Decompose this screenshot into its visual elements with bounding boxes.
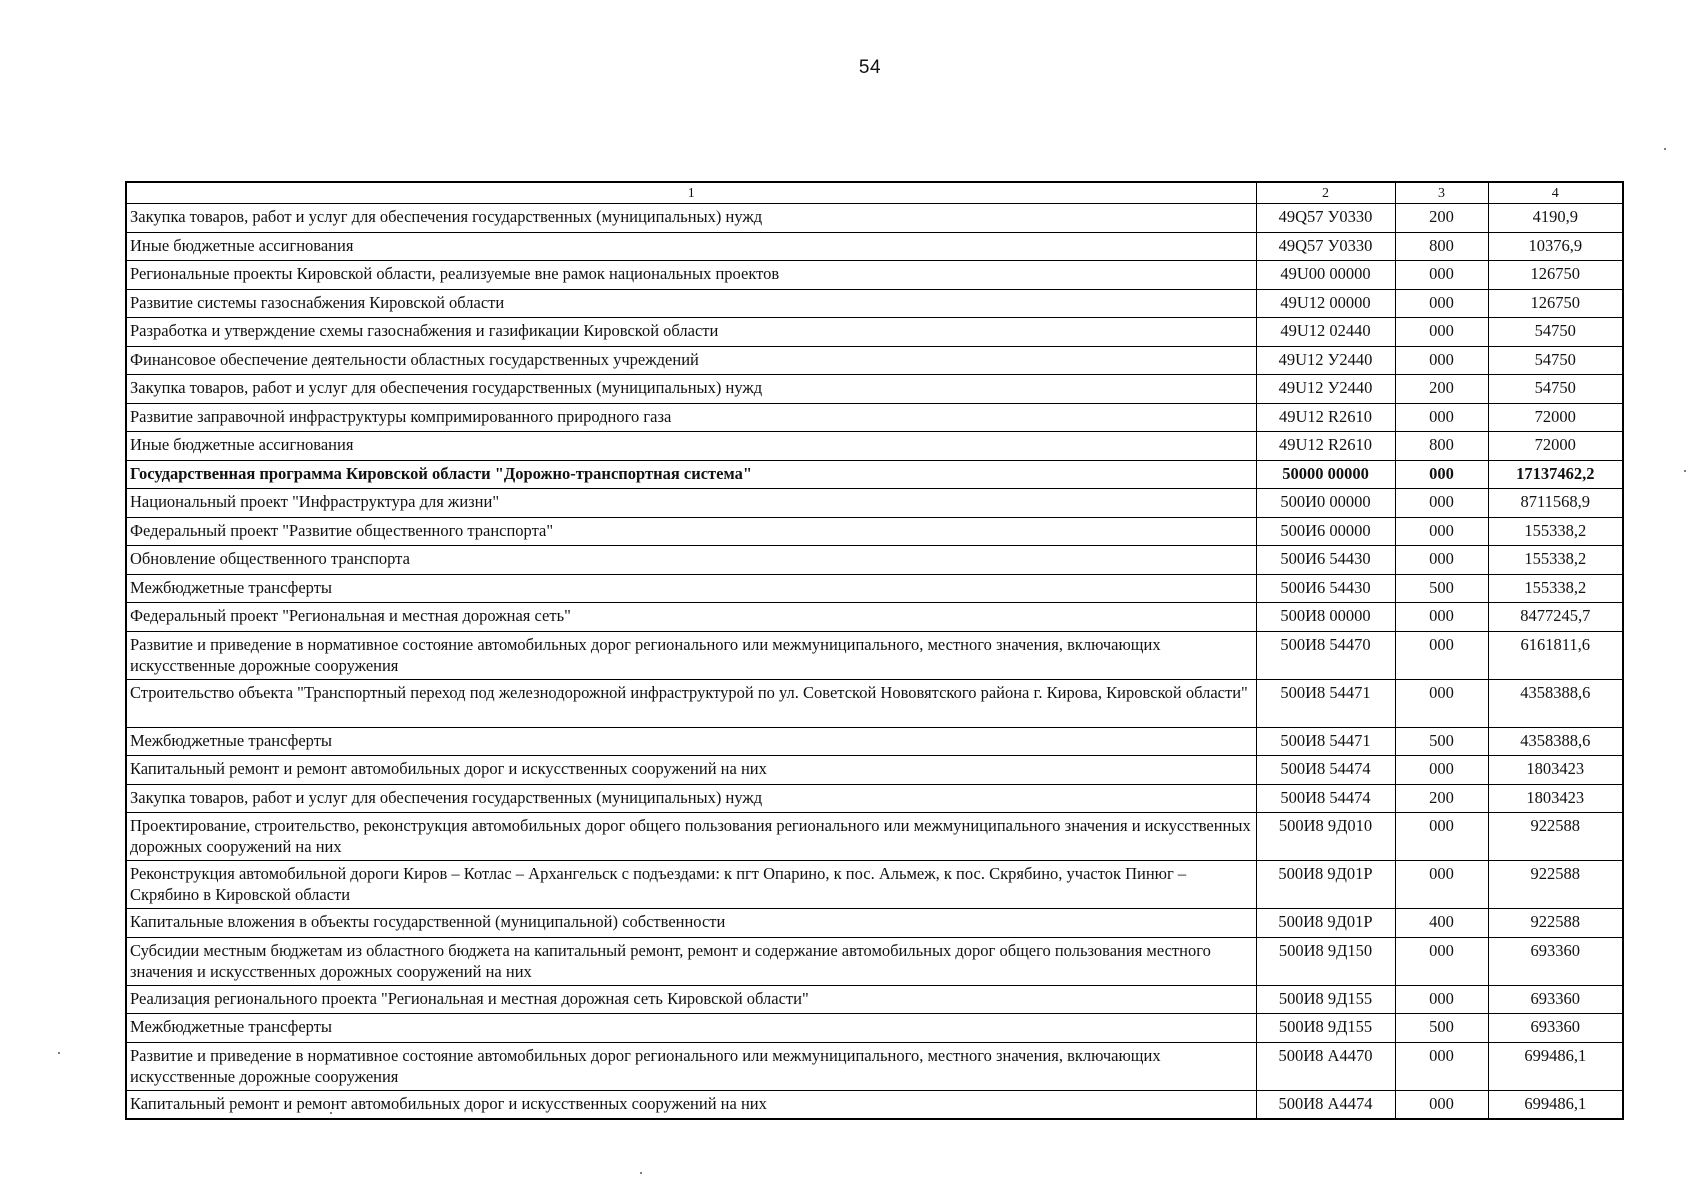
- table-row: [126, 727, 1623, 756]
- table-row: [126, 261, 1623, 290]
- page-number: 54: [858, 57, 882, 78]
- table-row: [126, 937, 1623, 985]
- cell-amount: 1803423: [1488, 784, 1623, 813]
- table-body: [126, 204, 1623, 1120]
- cell-amount: 54750: [1488, 318, 1623, 347]
- cell-type: 500: [1395, 727, 1488, 756]
- table-row: [126, 909, 1623, 938]
- cell-type: 500: [1395, 574, 1488, 603]
- cell-name: Региональные проекты Кировской области, реализуемые вне рамок национальных проектов: [126, 261, 1256, 290]
- header-row: [126, 182, 1623, 204]
- cell-name: Межбюджетные трансферты: [126, 727, 1256, 756]
- cell-type: 000: [1395, 1090, 1488, 1119]
- table-row: [126, 1090, 1623, 1119]
- cell-name: Закупка товаров, работ и услуг для обеспечения государственных (муниципальных) нужд: [126, 784, 1256, 813]
- table-row: [126, 631, 1623, 679]
- cell-type: 800: [1395, 232, 1488, 261]
- cell-name: Межбюджетные трансферты: [126, 574, 1256, 603]
- cell-amount: 8711568,9: [1488, 489, 1623, 518]
- table-row: [126, 489, 1623, 518]
- cell-amount: 54750: [1488, 346, 1623, 375]
- cell-type: 000: [1395, 318, 1488, 347]
- cell-name: Развитие заправочной инфраструктуры компримированного природного газа: [126, 403, 1256, 432]
- table-row: [126, 232, 1623, 261]
- cell-name: Строительство объекта "Транспортный переход под железнодорожной инфраструктурой по ул. Советской Нововятского района г. Кирова, Кировской области": [126, 679, 1256, 727]
- table-row: [126, 784, 1623, 813]
- table-row: [126, 574, 1623, 603]
- table-row: [126, 679, 1623, 727]
- table-row: [126, 1042, 1623, 1090]
- cell-name: Закупка товаров, работ и услуг для обеспечения государственных (муниципальных) нужд: [126, 204, 1256, 233]
- table-row: [126, 813, 1623, 861]
- cell-type: 000: [1395, 813, 1488, 861]
- cell-name: Развитие системы газоснабжения Кировской области: [126, 289, 1256, 318]
- budget-table: [125, 181, 1624, 1120]
- cell-name: Федеральный проект "Развитие общественного транспорта": [126, 517, 1256, 546]
- cell-type: 000: [1395, 403, 1488, 432]
- cell-code: 500И8 54474: [1256, 784, 1395, 813]
- cell-amount: 10376,9: [1488, 232, 1623, 261]
- cell-type: 800: [1395, 432, 1488, 461]
- cell-name: Федеральный проект "Региональная и местная дорожная сеть": [126, 603, 1256, 632]
- table-row: [126, 985, 1623, 1014]
- cell-name: Реконструкция автомобильной дороги Киров – Котлас – Архангельск с подъездами: к пгт Опарино, к пос. Альмеж, к пос. Скрябино, участок Пинюг – Скрябино в Кировской области: [126, 861, 1256, 909]
- cell-name: Иные бюджетные ассигнования: [126, 232, 1256, 261]
- cell-type: 000: [1395, 603, 1488, 632]
- cell-type: 000: [1395, 985, 1488, 1014]
- cell-amount: 72000: [1488, 403, 1623, 432]
- cell-code: 500И8 00000: [1256, 603, 1395, 632]
- scan-speck: [330, 1112, 332, 1114]
- cell-code: 500И8 54471: [1256, 679, 1395, 727]
- cell-name: Капитальные вложения в объекты государственной (муниципальной) собственности: [126, 909, 1256, 938]
- cell-amount: 155338,2: [1488, 517, 1623, 546]
- cell-type: 200: [1395, 784, 1488, 813]
- cell-amount: 155338,2: [1488, 546, 1623, 575]
- table-row: [126, 546, 1623, 575]
- column-header-type: 3: [1395, 182, 1488, 204]
- cell-amount: 693360: [1488, 985, 1623, 1014]
- cell-name: Разработка и утверждение схемы газоснабжения и газификации Кировской области: [126, 318, 1256, 347]
- scan-speck: [640, 1172, 642, 1174]
- table-row: [126, 756, 1623, 785]
- cell-amount: 8477245,7: [1488, 603, 1623, 632]
- table-row: [126, 346, 1623, 375]
- cell-name: Финансовое обеспечение деятельности областных государственных учреждений: [126, 346, 1256, 375]
- cell-amount: 922588: [1488, 861, 1623, 909]
- cell-amount: 17137462,2: [1488, 460, 1623, 489]
- cell-amount: 693360: [1488, 1014, 1623, 1043]
- cell-amount: 6161811,6: [1488, 631, 1623, 679]
- column-header-code: 2: [1256, 182, 1395, 204]
- cell-type: 000: [1395, 289, 1488, 318]
- cell-type: 000: [1395, 937, 1488, 985]
- cell-code: 49U00 00000: [1256, 261, 1395, 290]
- cell-type: 000: [1395, 631, 1488, 679]
- cell-type: 200: [1395, 204, 1488, 233]
- cell-code: 500И8 54470: [1256, 631, 1395, 679]
- cell-name: Капитальный ремонт и ремонт автомобильных дорог и искусственных сооружений на них: [126, 756, 1256, 785]
- cell-code: 49U12 У2440: [1256, 375, 1395, 404]
- cell-code: 500И8 54471: [1256, 727, 1395, 756]
- table-row: [126, 432, 1623, 461]
- table-row: [126, 403, 1623, 432]
- table-row: [126, 318, 1623, 347]
- cell-code: 49Q57 У0330: [1256, 204, 1395, 233]
- cell-name: Развитие и приведение в нормативное состояние автомобильных дорог регионального или межмуниципального, местного значения, включающих искусственные дорожные сооружения: [126, 1042, 1256, 1090]
- cell-name: Развитие и приведение в нормативное состояние автомобильных дорог регионального или межмуниципального, местного значения, включающих искусственные дорожные сооружения: [126, 631, 1256, 679]
- cell-code: 500И8 9Д150: [1256, 937, 1395, 985]
- cell-code: 500И8 А4474: [1256, 1090, 1395, 1119]
- cell-type: 000: [1395, 346, 1488, 375]
- table-row: [126, 204, 1623, 233]
- cell-code: 500И0 00000: [1256, 489, 1395, 518]
- cell-name: Субсидии местным бюджетам из областного бюджета на капитальный ремонт, ремонт и содержание автомобильных дорог общего пользования местного значения и искусственных дорожных сооружений на них: [126, 937, 1256, 985]
- cell-code: 50000 00000: [1256, 460, 1395, 489]
- cell-code: 49U12 02440: [1256, 318, 1395, 347]
- table-row: [126, 517, 1623, 546]
- cell-code: 500И8 9Д155: [1256, 985, 1395, 1014]
- cell-code: 49U12 00000: [1256, 289, 1395, 318]
- cell-code: 49U12 R2610: [1256, 403, 1395, 432]
- cell-code: 49U12 У2440: [1256, 346, 1395, 375]
- scan-speck: [1664, 148, 1666, 150]
- cell-code: 500И6 00000: [1256, 517, 1395, 546]
- cell-amount: 699486,1: [1488, 1042, 1623, 1090]
- column-header-name: 1: [126, 182, 1256, 204]
- cell-name: Закупка товаров, работ и услуг для обеспечения государственных (муниципальных) нужд: [126, 375, 1256, 404]
- cell-amount: 4358388,6: [1488, 679, 1623, 727]
- cell-code: 500И8 9Д010: [1256, 813, 1395, 861]
- cell-code: 500И8 9Д155: [1256, 1014, 1395, 1043]
- cell-code: 500И6 54430: [1256, 546, 1395, 575]
- cell-amount: 1803423: [1488, 756, 1623, 785]
- cell-name: Обновление общественного транспорта: [126, 546, 1256, 575]
- cell-name: Межбюджетные трансферты: [126, 1014, 1256, 1043]
- cell-type: 000: [1395, 460, 1488, 489]
- cell-type: 000: [1395, 517, 1488, 546]
- cell-amount: 4358388,6: [1488, 727, 1623, 756]
- cell-type: 000: [1395, 861, 1488, 909]
- cell-type: 000: [1395, 546, 1488, 575]
- cell-type: 200: [1395, 375, 1488, 404]
- cell-code: 500И8 9Д01Р: [1256, 909, 1395, 938]
- cell-name: Реализация регионального проекта "Региональная и местная дорожная сеть Кировской области": [126, 985, 1256, 1014]
- cell-amount: 699486,1: [1488, 1090, 1623, 1119]
- cell-amount: 126750: [1488, 261, 1623, 290]
- cell-amount: 155338,2: [1488, 574, 1623, 603]
- column-header-amount: 4: [1488, 182, 1623, 204]
- table-row: [126, 375, 1623, 404]
- cell-code: 500И6 54430: [1256, 574, 1395, 603]
- table-row: [126, 1014, 1623, 1043]
- cell-name: Иные бюджетные ассигнования: [126, 432, 1256, 461]
- cell-code: 49Q57 У0330: [1256, 232, 1395, 261]
- table-row: [126, 861, 1623, 909]
- cell-type: 000: [1395, 489, 1488, 518]
- cell-type: 000: [1395, 756, 1488, 785]
- cell-amount: 72000: [1488, 432, 1623, 461]
- table-row: [126, 603, 1623, 632]
- cell-amount: 922588: [1488, 813, 1623, 861]
- table-row: [126, 289, 1623, 318]
- cell-type: 000: [1395, 1042, 1488, 1090]
- cell-name: Национальный проект "Инфраструктура для жизни": [126, 489, 1256, 518]
- cell-code: 500И8 9Д01Р: [1256, 861, 1395, 909]
- cell-type: 500: [1395, 1014, 1488, 1043]
- cell-amount: 126750: [1488, 289, 1623, 318]
- cell-name: Капитальный ремонт и ремонт автомобильных дорог и искусственных сооружений на них: [126, 1090, 1256, 1119]
- cell-name: Проектирование, строительство, реконструкция автомобильных дорог общего пользования регионального или межмуниципального значения и искусственных дорожных сооружений на них: [126, 813, 1256, 861]
- table-row: [126, 460, 1623, 489]
- scan-speck: [58, 1052, 60, 1054]
- cell-amount: 922588: [1488, 909, 1623, 938]
- cell-type: 000: [1395, 679, 1488, 727]
- cell-code: 500И8 А4470: [1256, 1042, 1395, 1090]
- cell-type: 400: [1395, 909, 1488, 938]
- cell-amount: 54750: [1488, 375, 1623, 404]
- cell-type: 000: [1395, 261, 1488, 290]
- cell-amount: 4190,9: [1488, 204, 1623, 233]
- cell-code: 500И8 54474: [1256, 756, 1395, 785]
- cell-amount: 693360: [1488, 937, 1623, 985]
- cell-code: 49U12 R2610: [1256, 432, 1395, 461]
- scan-speck: [1684, 470, 1686, 472]
- cell-name: Государственная программа Кировской области "Дорожно-транспортная система": [126, 460, 1256, 489]
